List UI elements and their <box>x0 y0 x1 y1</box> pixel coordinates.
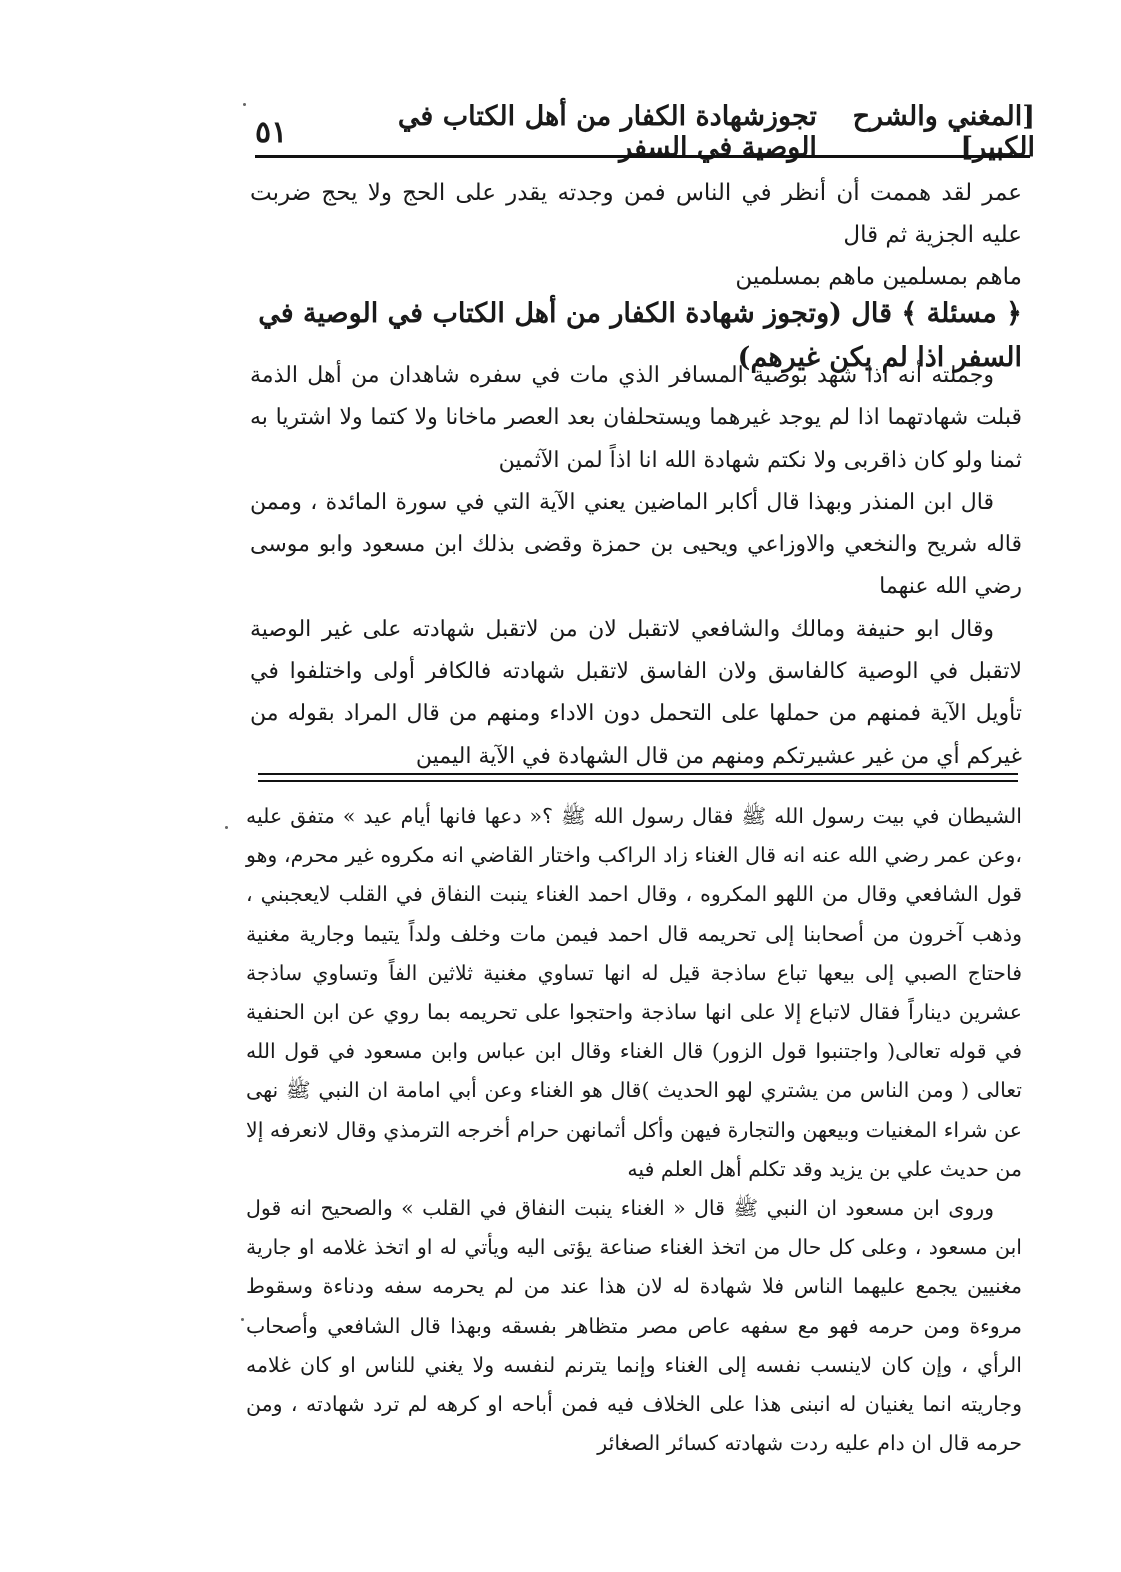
scan-speck <box>225 826 228 829</box>
scan-speck <box>241 1318 244 1321</box>
page-number: ٥١ <box>255 114 288 150</box>
continuation-line-1: عمر لقد هممت أن أنظر في الناس فمن وجدته يقدر على الحج ولا يحج ضربت عليه الجزية ثم قال <box>250 180 1022 248</box>
commentary-paragraph-1: الشيطان في بيت رسول الله ﷺ فقال رسول الله ﷺ ؟« دعها فانها أيام عيد » متفق عليه ،وعن عمر رضي الله عنه انه قال الغناء زاد الراكب واختار القاضي انه مكروه غير محرم، وهو قول الشافعي وقال من اللهو المكروه ، وقال احمد الغناء ينبت النفاق في القلب لايعجبني ، وذهب آخرون من أصحابنا إلى تحريمه قال احمد فيمن مات وخلف ولداً يتيما وجارية مغنية فاحتاج الصبي إلى بيعها تباع ساذجة قيل له انها تساوي مغنية ثلاثين الفاً وتساوي ساذجة عشرين ديناراً فقال لاتباع إلا على انها ساذجة واحتجوا على تحريمه بما روي عن ابن الحنفية في قوله تعالى( واجتنبوا قول الزور) قال الغناء وقال ابن عباس وابن مسعود في قول الله تعالى ( ومن الناس من يشتري لهو الحديث )قال هو الغناء وعن أبي امامة ان النبي ﷺ نهى عن شراء المغنيات وبيعهن والتجارة فيهن وأكل أثمانهن حرام أخرجه الترمذي وقال لانعرفه إلا من حديث علي بن يزيد وقد تكلم أهل العلم فيه <box>246 804 1022 1181</box>
main-text <box>250 355 1022 778</box>
running-head: تجوزشهادة الكفار من أهل الكتاب في الوصية في السفر <box>397 101 817 163</box>
continuation-line-2: ماهم بمسلمين ماهم بمسلمين <box>735 264 1022 290</box>
main-paragraph-3: وقال ابو حنيفة ومالك والشافعي لاتقبل لان من لاتقبل شهادته على غير الوصية لاتقبل في الوصية كالفاسق ولان الفاسق لاتقبل شهادته فالكافر أولى واختلفوا في تأويل الآية فمنهم من حملها على التحمل دون الاداء ومنهم من قال المراد بقوله من غيركم أي من غير عشيرتكم ومنهم من قال الشهادة في الآية اليمين <box>250 616 1022 769</box>
main-paragraph-1: وجملته أنه اذا شهد بوصية المسافر الذي مات في سفره شاهدان من أهل الذمة قبلت شهادتهما اذا لم يوجد غيرهما ويستحلفان بعد العصر ماخانا ولا كتما ولا اشتريا به ثمنا ولو كان ذاقربى ولا نكتم شهادة الله انا اذاً لمن الآثمين <box>250 363 1022 473</box>
masala-heading: ﴿ مسئلة ﴾ قال (وتجوز شهادة الكفار من أهل الكتاب في الوصية في السفر اذا لم يكن غيرهم) <box>258 298 1022 373</box>
section-divider <box>258 773 1018 782</box>
continuation-text <box>250 172 1022 298</box>
page-header <box>255 101 1035 163</box>
book-title: [المغني والشرح الكبير] <box>852 101 1035 163</box>
main-paragraph-2: قال ابن المنذر وبهذا قال أكابر الماضين يعني الآية التي في سورة المائدة ، وممن قاله شريح والنخعي والاوزاعي ويحيى بن حمزة وقضى بذلك ابن مسعود وابو موسى رضي الله عنهما <box>250 489 1022 600</box>
commentary-paragraph-2: وروى ابن مسعود ان النبي ﷺ قال « الغناء ينبت النفاق في القلب » والصحيح انه قول ابن مسعود ، وعلى كل حال من اتخذ الغناء صناعة يؤتى اليه ويأتي له او اتخذ غلامه او جارية مغنيين يجمع عليهما الناس فلا شهادة له لان هذا عند من لم يحرمه سفه ودناءة وسقوط مروءة ومن حرمه فهو مع سفهه عاص مصر متظاهر بفسقه وبهذا قال الشافعي وأصحاب الرأي ، وإن كان لاينسب نفسه إلى الغناء وإنما يترنم لنفسه ولا يغني للناس او كان غلامه وجاريته انما يغنيان له انبنى هذا على الخلاف فيه فمن أباحه او كرهه لم ترد شهادته ، ومن حرمه قال ان دام عليه ردت شهادته كسائر الصغائر <box>246 1196 1022 1456</box>
commentary-text <box>246 797 1022 1463</box>
scan-speck <box>243 103 246 106</box>
header-left-group <box>255 101 817 163</box>
header-rule <box>255 155 1030 158</box>
